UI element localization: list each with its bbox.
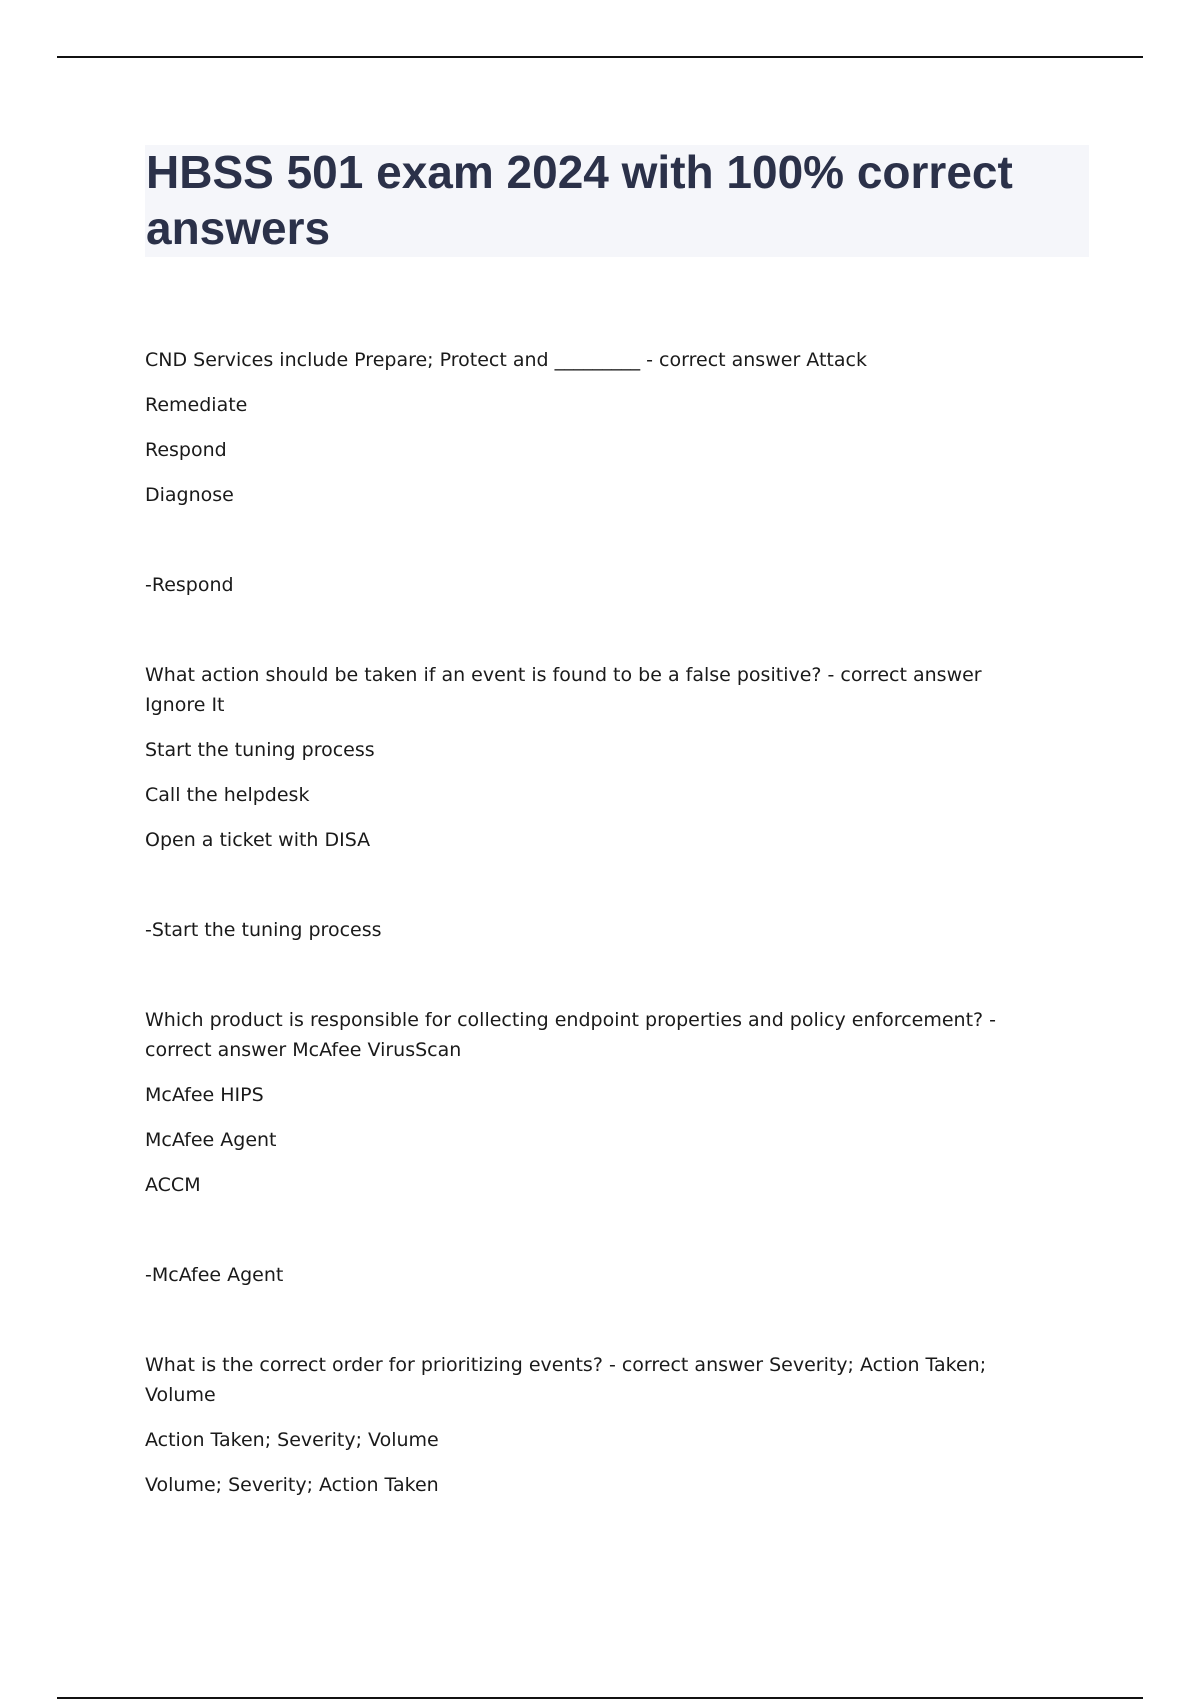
option-text: Call the helpdesk: [145, 784, 310, 806]
question-block: [145, 660, 1045, 945]
question-text: CND Services include Prepare; Protect and _________ - correct answer Attack: [145, 349, 867, 371]
answer-text: -McAfee Agent: [145, 1264, 284, 1286]
option-text: Respond: [145, 439, 227, 461]
option-text: McAfee HIPS: [145, 1084, 264, 1106]
answer-text: -Start the tuning process: [145, 919, 382, 941]
option-text: McAfee Agent: [145, 1129, 277, 1151]
question-text: What action should be taken if an event is found to be a false positive? - correct answer Ignore It: [145, 664, 982, 716]
question-block: [145, 1005, 1045, 1290]
header-rule: [57, 56, 1143, 58]
question-block: [145, 345, 1045, 600]
option-text: Start the tuning process: [145, 739, 375, 761]
question-block: [145, 1350, 1045, 1500]
option-text: ACCM: [145, 1174, 201, 1196]
option-text: Volume; Severity; Action Taken: [145, 1474, 439, 1496]
footer-rule: [57, 1697, 1143, 1699]
option-text: Open a ticket with DISA: [145, 829, 371, 851]
question-text: Which product is responsible for collecting endpoint properties and policy enforcement? - correct answer McAfee VirusScan: [145, 1009, 997, 1061]
question-text: What is the correct order for prioritizing events? - correct answer Severity; Action Taken; Volume: [145, 1354, 987, 1406]
option-text: Action Taken; Severity; Volume: [145, 1429, 439, 1451]
option-text: Diagnose: [145, 484, 234, 506]
document-title: HBSS 501 exam 2024 with 100% correct answers: [146, 146, 1013, 254]
document-body: [145, 345, 1045, 1500]
option-text: Remediate: [145, 394, 248, 416]
answer-text: -Respond: [145, 574, 234, 596]
